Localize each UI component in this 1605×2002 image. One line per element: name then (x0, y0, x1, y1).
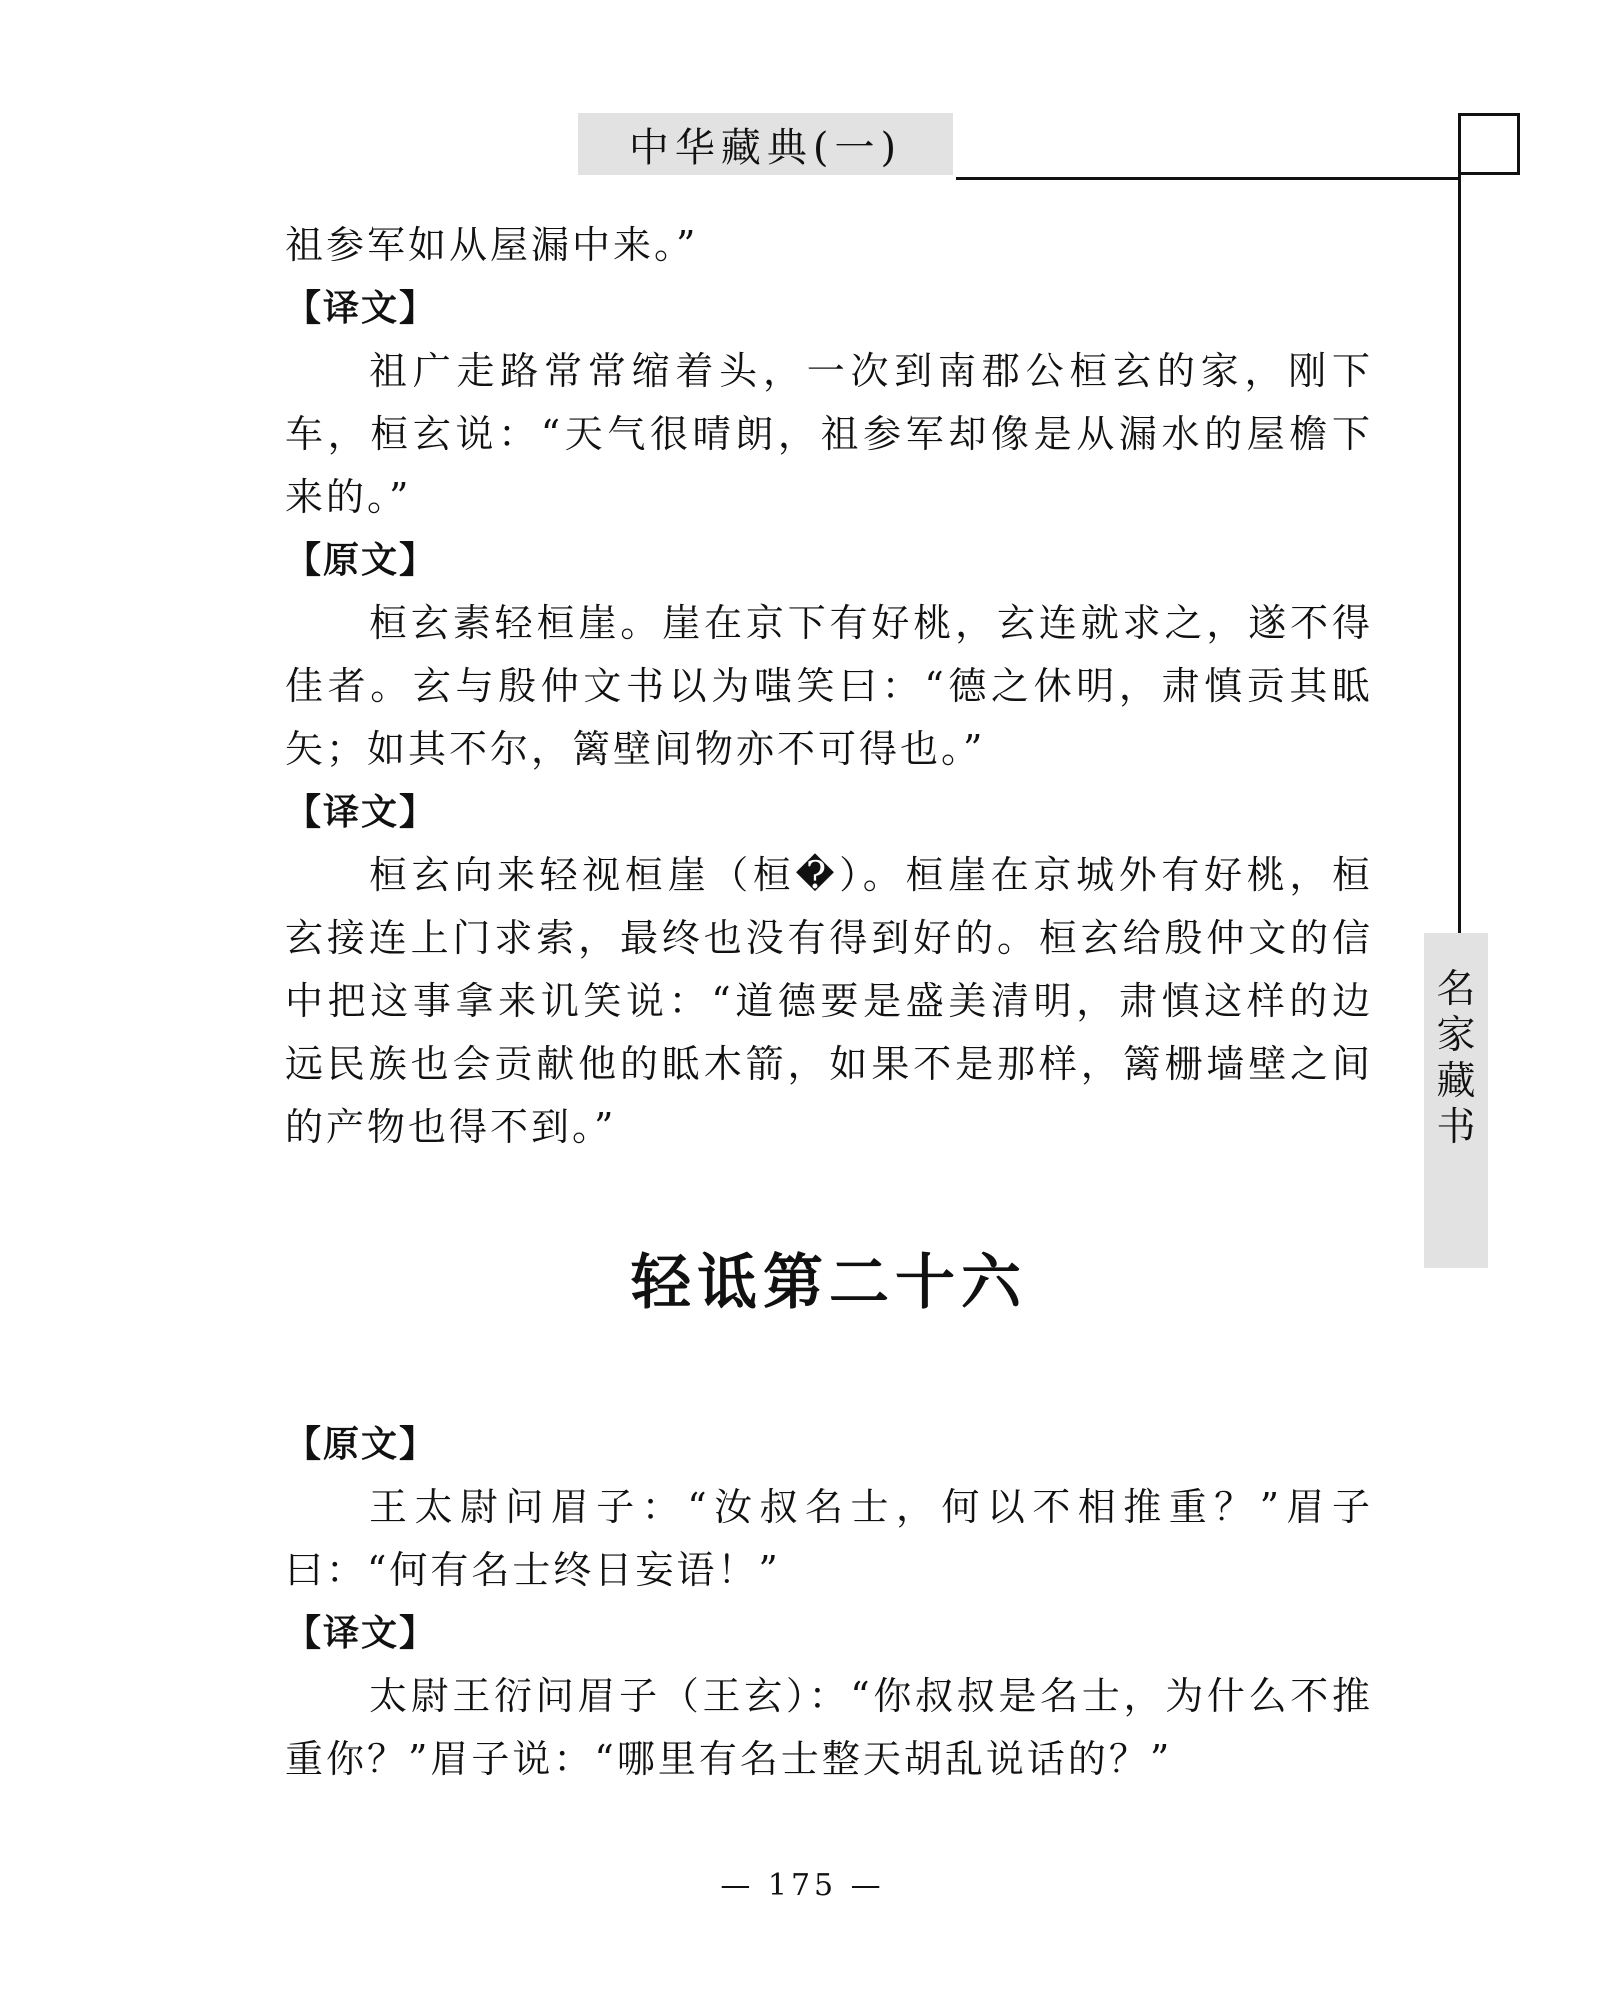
paragraph-continued-original: 祖参军如从屋漏中来。” (285, 223, 699, 267)
section-label-original: 【原文】 (285, 540, 438, 581)
side-tab-char: 名 (1436, 967, 1476, 1012)
section-label-translation: 【译文】 (285, 288, 438, 329)
side-tab-section-label (1424, 933, 1488, 1268)
paragraph-original: 桓玄素轻桓崖。崖在京下有好桃，玄连就求之，遂不得佳者。玄与殷仲文书以为嗤笑曰：“德之休明，肃慎贡其眡矢；如其不尔，篱壁间物亦不可得也。” (285, 601, 1373, 771)
paragraph-translation: 太尉王衍问眉子（王玄）：“你叔叔是名士，为什么不推重你？”眉子说：“哪里有名士整天胡乱说话的？” (285, 1674, 1373, 1781)
page-number: — 175 — (720, 1868, 885, 1903)
paragraph-original: 王太尉问眉子：“汝叔名士，何以不相推重？”眉子曰：“何有名士终日妄语！” (285, 1485, 1373, 1592)
side-tab-char: 藏 (1436, 1059, 1476, 1104)
section-label-translation: 【译文】 (285, 1613, 438, 1654)
paragraph-translation: 祖广走路常常缩着头，一次到南郡公桓玄的家，刚下车，桓玄说：“天气很晴朗，祖参军却像是从漏水的屋檐下来的。” (285, 349, 1373, 519)
section-label-original: 【原文】 (285, 1424, 438, 1465)
side-rule (1458, 113, 1461, 933)
side-tab-char: 书 (1436, 1105, 1476, 1150)
section-label-translation: 【译文】 (285, 792, 438, 833)
paragraph-translation: 桓玄向来轻视桓崖（桓�）。桓崖在京城外有好桃，桓玄接连上门求索，最终也没有得到好的。桓玄给殷仲文的信中把这事拿来讥笑说：“道德要是盛美清明，肃慎这样的边远民族也会贡献他的眡木箭，如果不是那样，篱栅墙壁之间的产物也得不到。” (285, 853, 1373, 1149)
chapter-title: 轻诋第二十六 (631, 1248, 1027, 1318)
running-header-book-title: 中华藏典(一) (578, 113, 953, 175)
side-tab-char: 家 (1436, 1013, 1476, 1058)
page-content (285, 214, 1373, 1791)
header-rule (956, 177, 1458, 180)
corner-box-decoration (1458, 113, 1520, 175)
